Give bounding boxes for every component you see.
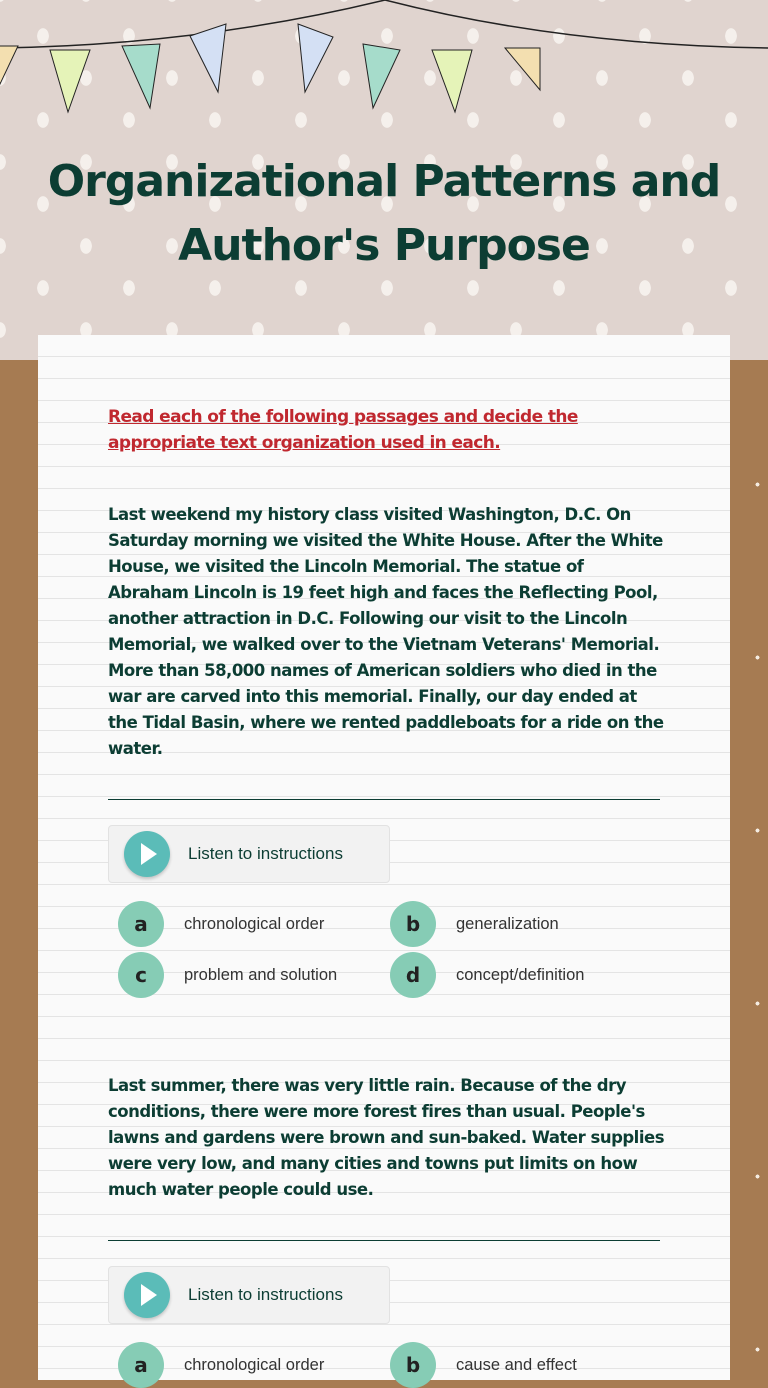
title-line-1: Organizational Patterns and	[47, 156, 721, 207]
option-letter: b	[390, 1342, 436, 1388]
option-b[interactable]	[390, 1342, 577, 1388]
option-text: problem and solution	[184, 965, 338, 984]
option-letter: d	[390, 952, 436, 998]
divider	[108, 1240, 660, 1241]
option-d[interactable]	[390, 952, 584, 998]
page-title	[0, 150, 768, 278]
divider	[108, 799, 660, 800]
play-icon	[124, 1272, 170, 1318]
listen-button[interactable]	[108, 1266, 390, 1324]
option-a[interactable]	[118, 901, 324, 947]
option-letter: c	[118, 952, 164, 998]
option-text: cause and effect	[456, 1355, 577, 1374]
option-text: concept/definition	[456, 965, 585, 984]
passage-1: Last weekend my history class visited Washington, D.C. On Saturday morning we visited the White House. After the White House, we visited the Lincoln Memorial. The statue of Abraham Lincoln is 19 feet high and faces the Reflecting Pool, another attraction in D.C. Following our visit to the Lincoln Memorial, we walked over to the Vietnam Veterans' Memorial. More than 58,000 names of American soldiers who died in the war are carved into this memorial. Finally, our day ended at the Tidal Basin, where we rented paddleboats for a ride on the water.	[108, 505, 664, 758]
listen-button[interactable]	[108, 825, 390, 883]
bunting-banner-decoration	[0, 0, 768, 120]
option-text: generalization	[456, 914, 559, 933]
listen-label: Listen to instructions	[188, 844, 343, 863]
option-letter: b	[390, 901, 436, 947]
option-c[interactable]	[118, 952, 337, 998]
option-letter: a	[118, 1342, 164, 1388]
listen-label: Listen to instructions	[188, 1285, 343, 1304]
option-a[interactable]	[118, 1342, 324, 1388]
passage-2: Last summer, there was very little rain. Because of the dry conditions, there were more forest fires than usual. People's lawns and gardens were brown and sun-baked. Water supplies were very low, and many cities and towns put limits on how much water people could use.	[108, 1076, 665, 1199]
option-text: chronological order	[184, 914, 325, 933]
title-line-2: Author's Purpose	[178, 220, 590, 271]
option-text: chronological order	[184, 1355, 325, 1374]
instructions-text: Read each of the following passages and decide the appropriate text organization used in each.	[108, 407, 578, 453]
option-b[interactable]	[390, 901, 559, 947]
option-letter: a	[118, 901, 164, 947]
play-icon	[124, 831, 170, 877]
